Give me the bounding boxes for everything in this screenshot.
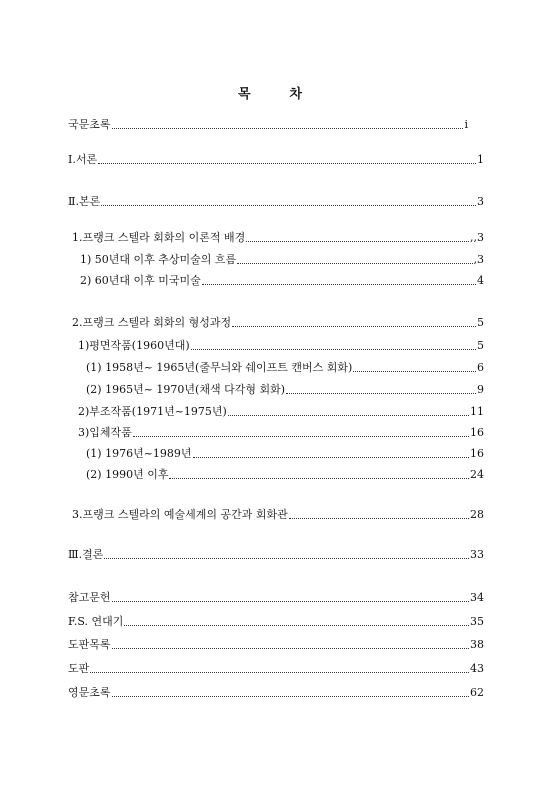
toc-entry-label: (1) 1976년~1989년 (86, 447, 192, 460)
toc-entry-label: 2) 60년대 이후 미국미술 (80, 274, 201, 287)
dot-leader (191, 340, 476, 350)
toc-entry-page: 28 (470, 508, 484, 521)
toc-entry-page: 11 (470, 405, 484, 418)
dot-leader (104, 549, 469, 559)
toc-entry-2-1 (78, 339, 484, 353)
dot-leader (101, 196, 476, 206)
dot-leader (289, 509, 469, 519)
toc-entry-page: ,,3 (470, 231, 484, 244)
toc-entry-2-1-1 (86, 361, 484, 375)
toc-entry-label: (1) 1958년~ 1965년(줄무늬와 쉐이프트 캔버스 회화) (86, 361, 353, 374)
dot-leader (112, 592, 469, 602)
toc-entry-page: 16 (470, 447, 484, 460)
toc-entry-page: 38 (470, 638, 484, 651)
toc-entry-label: 영문초록 (68, 686, 111, 699)
toc-entry-intro (68, 153, 484, 167)
dot-leader (353, 362, 476, 372)
dot-leader (98, 154, 476, 164)
toc-entry-label: 국문초록 (68, 118, 111, 131)
toc-entry-plates (68, 662, 484, 676)
toc-title-part1: 목 (237, 87, 252, 102)
toc-entry-page: ,3 (473, 253, 484, 266)
dot-leader (133, 427, 469, 437)
dot-leader (124, 616, 469, 626)
toc-entry-page: 33 (470, 548, 484, 561)
toc-entry-page: 16 (470, 426, 484, 439)
toc-entry-2 (72, 316, 484, 330)
dot-leader (286, 384, 476, 394)
toc-entry-label: 도판목록 (68, 638, 111, 651)
toc-entry-abstract-en (68, 686, 484, 700)
dot-leader (228, 406, 469, 416)
dot-leader (246, 232, 469, 242)
toc-entry-chronology (68, 615, 484, 629)
toc-entry-label: 1)평면작품(1960년대) (78, 339, 190, 352)
dot-leader (112, 119, 464, 129)
toc-entry-page: 5 (477, 339, 484, 352)
dot-leader (232, 317, 476, 327)
toc-entry-label: 1.프랭크 스텔라 회화의 이론적 배경 (72, 231, 246, 244)
toc-entry-label: 2)부조작품(1971년~1975년) (78, 405, 227, 418)
toc-title (0, 83, 541, 102)
toc-entry-abstract-ko (68, 118, 468, 132)
toc-entry-1-2 (80, 274, 484, 288)
dot-leader (237, 254, 472, 264)
toc-entry-1 (72, 231, 484, 245)
toc-entry-page: i (464, 118, 468, 131)
toc-entry-label: 2.프랭크 스텔라 회화의 형성과정 (72, 316, 232, 329)
toc-entry-3 (72, 508, 484, 522)
toc-entry-label: 3.프랭크 스텔라의 예술세계의 공간과 회화관 (72, 508, 288, 521)
toc-entry-label: 1) 50년대 이후 추상미술의 흐름 (80, 253, 237, 266)
toc-entry-page: 3 (477, 195, 484, 208)
dot-leader (112, 639, 469, 649)
toc-entry-references (68, 591, 484, 605)
toc-entry-label: 3)입체작품 (78, 426, 132, 439)
toc-entry-page: 24 (470, 468, 484, 481)
toc-entry-2-1-2 (86, 383, 484, 397)
toc-entry-page: 6 (477, 361, 484, 374)
toc-entry-page: 1 (477, 153, 484, 166)
toc-entry-page: 62 (470, 686, 484, 699)
toc-entry-page: 4 (477, 274, 484, 287)
toc-entry-conclusion (68, 548, 484, 562)
toc-title-part2: 차 (289, 87, 304, 102)
toc-entry-label: 참고문헌 (68, 591, 111, 604)
toc-entry-label: Ⅰ.서론 (68, 153, 98, 166)
toc-entry-page: 5 (477, 316, 484, 329)
toc-entry-page: 9 (477, 383, 484, 396)
toc-entry-2-3-2 (86, 468, 484, 482)
dot-leader (112, 687, 469, 697)
toc-entry-label: F.S. 연대기 (68, 615, 124, 628)
toc-entry-page: 43 (470, 662, 484, 675)
toc-entry-2-2 (78, 405, 484, 419)
toc-entry-label: Ⅱ.본론 (68, 195, 101, 208)
toc-entry-2-3-1 (86, 447, 484, 461)
toc-entry-1-1 (80, 253, 484, 267)
dot-leader (90, 663, 469, 673)
toc-entry-label: (2) 1965년~ 1970년(채색 다각형 회화) (86, 383, 285, 396)
toc-entry-label: Ⅲ.결론 (68, 548, 104, 561)
toc-entry-page: 35 (470, 615, 484, 628)
toc-entry-2-3 (78, 426, 484, 440)
dot-leader (193, 448, 469, 458)
dot-leader (169, 469, 469, 479)
toc-entry-label: 도판 (68, 662, 90, 675)
toc-entry-page: 34 (470, 591, 484, 604)
dot-leader (202, 275, 476, 285)
toc-entry-plate-list (68, 638, 484, 652)
toc-entry-label: (2) 1990년 이후 (86, 468, 169, 481)
toc-entry-body (68, 195, 484, 209)
